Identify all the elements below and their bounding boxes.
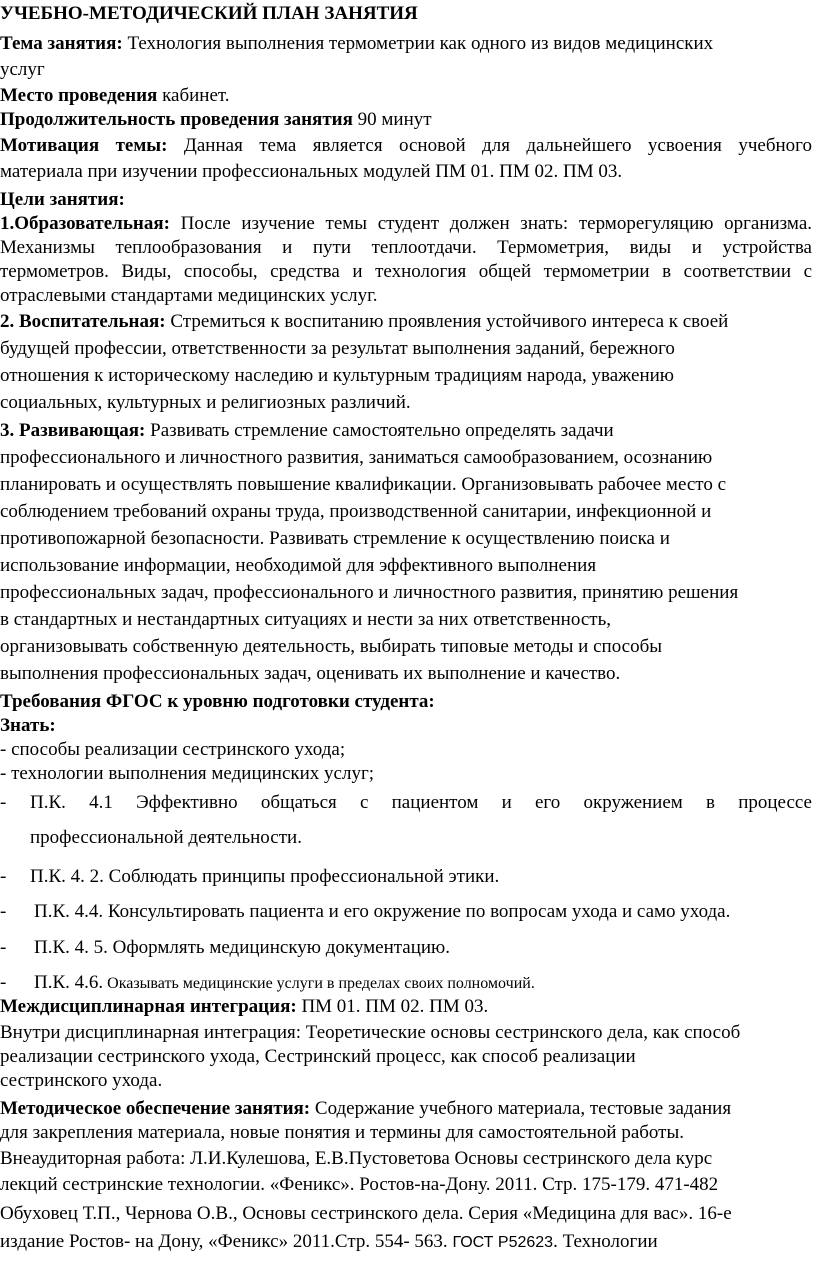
motivation-line-2: материала при изучении профессиональных модулей ПМ 01. ПМ 02. ПМ 03. bbox=[0, 161, 623, 182]
pk4-line: П.К. 4. 5. Оформлять медицинскую документацию. bbox=[34, 937, 450, 958]
place-value: кабинет. bbox=[157, 85, 230, 106]
edu-line-2: Механизмы теплообразования и пути теплоотдачи. Термометрия, виды и устройства bbox=[0, 237, 812, 258]
developing-line-6: использование информации, необходимой для эффективного выполнения bbox=[0, 555, 597, 576]
developing-line-9: организовывать собственную деятельность, выбирать типовые методы и способы bbox=[0, 636, 663, 657]
pk1-line-1: П.К. 4.1 Эффективно общаться с пациентом и его окружением в процессе bbox=[30, 792, 812, 813]
pk1-dash: - bbox=[0, 792, 7, 813]
developing-text: Развивать стремление самостоятельно определять задачи bbox=[145, 420, 614, 441]
extracurricular-line-3: Обуховец Т.П., Чернова О.В., Основы сестринского дела. Серия «Медицина для вас». 16-е bbox=[0, 1203, 732, 1224]
topic-line-2: услуг bbox=[0, 59, 45, 80]
know-item-1: - способы реализации сестринского ухода; bbox=[0, 739, 346, 760]
pk5-text: Оказывать медицинские услуги в пределах своих полномочий. bbox=[103, 975, 535, 992]
pk2-dash: - bbox=[0, 866, 7, 887]
pk5-code: П.К. 4.6. bbox=[34, 972, 104, 993]
interdisc-line bbox=[0, 995, 812, 1019]
developing-line-5: противопожарной безопасности. Развивать стремление к осуществлению поиска и bbox=[0, 528, 670, 549]
extracurricular-line-1: Внеаудиторная работа: Л.И.Кулешова, Е.В.Пустоветова Основы сестринского дела курс bbox=[0, 1148, 713, 1169]
pk5-dash: - bbox=[0, 972, 7, 993]
extracurricular-text-c: . Технологии bbox=[553, 1231, 658, 1252]
methodical-line-1 bbox=[0, 1097, 812, 1121]
developing-line-1 bbox=[0, 419, 812, 443]
methodical-text: Содержание учебного материала, тестовые задания bbox=[310, 1098, 732, 1119]
pk3-line: П.К. 4.4. Консультировать пациента и его окружение по вопросам ухода и само ухода. bbox=[34, 901, 731, 922]
duration-line bbox=[0, 108, 812, 132]
pk2-line: П.К. 4. 2. Соблюдать принципы профессиональной этики. bbox=[30, 866, 500, 887]
developing-label: 3. Развивающая: bbox=[0, 420, 146, 441]
interdisc-value: ПМ 01. ПМ 02. ПМ 03. bbox=[296, 996, 489, 1017]
know-heading: Знать: bbox=[0, 715, 56, 736]
topic-line-1 bbox=[0, 32, 812, 56]
motivation-text: Данная тема является основой для дальнейшего усвоения учебного bbox=[167, 135, 812, 156]
intradisc-line-1: Внутри дисциплинарная интеграция: Теоретические основы сестринского дела, как способ bbox=[0, 1022, 741, 1043]
fgos-heading: Требования ФГОС к уровню подготовки студента: bbox=[0, 691, 435, 712]
edu-line-4: отраслевыми стандартами медицинских услуг. bbox=[0, 285, 378, 306]
edu-text: После изучение темы студент должен знать: терморегуляцию организма. bbox=[169, 213, 812, 234]
topic-label: Тема занятия: bbox=[0, 33, 123, 54]
edu-line-1 bbox=[0, 212, 812, 236]
duration-value: 90 минут bbox=[352, 109, 432, 130]
developing-line-10: выполнения профессиональных задач, оценивать их выполнение и качество. bbox=[0, 663, 621, 684]
pk1-line-2: профессиональной деятельности. bbox=[30, 827, 302, 848]
know-item-2: - технологии выполнения медицинских услуг; bbox=[0, 763, 375, 784]
page-title: УЧЕБНО-МЕТОДИЧЕСКИЙ ПЛАН ЗАНЯТИЯ bbox=[0, 3, 418, 24]
methodical-line-2: для закрепления материала, новые понятия и термины для самостоятельной работы. bbox=[0, 1122, 684, 1143]
pk4-dash: - bbox=[0, 937, 7, 958]
upbringing-label: 2. Воспитательная: bbox=[0, 311, 166, 332]
pk3-dash: - bbox=[0, 901, 7, 922]
extracurricular-text-a: издание Ростов- на Дону, «Феникс» 2011.Стр. 554- 563. bbox=[0, 1231, 453, 1252]
upbringing-line-1 bbox=[0, 310, 812, 334]
developing-line-7: профессиональных задач, профессионального и личностного развития, принятию решения bbox=[0, 582, 739, 603]
upbringing-text: Стремиться к воспитанию проявления устойчивого интереса к своей bbox=[165, 311, 729, 332]
edu-label: 1.Образовательная: bbox=[0, 213, 170, 234]
gost-reference: ГОСТ Р52623 bbox=[452, 1234, 554, 1251]
upbringing-line-2: будущей профессии, ответственности за результат выполнения заданий, бережного bbox=[0, 338, 675, 359]
intradisc-line-2: реализации сестринского ухода, Сестринский процесс, как способ реализации bbox=[0, 1046, 636, 1067]
edu-line-3: термометров. Виды, способы, средства и технология общей термометрии в соответствии с bbox=[0, 261, 812, 282]
interdisc-label: Междисциплинарная интеграция: bbox=[0, 996, 297, 1017]
intradisc-line-3: сестринского ухода. bbox=[0, 1070, 163, 1091]
extracurricular-line-2: лекций сестринские технологии. «Феникс». Ростов-на-Дону. 2011. Стр. 175-179. 471-482 bbox=[0, 1174, 719, 1195]
developing-line-8: в стандартных и нестандартных ситуациях и нести за них ответственность, bbox=[0, 609, 611, 630]
topic-text: Технология выполнения термометрии как одного из видов медицинских bbox=[122, 33, 714, 54]
pk5-line bbox=[34, 971, 812, 996]
motivation-line-1 bbox=[0, 134, 812, 158]
extracurricular-line-4 bbox=[0, 1230, 812, 1255]
methodical-label: Методическое обеспечение занятия: bbox=[0, 1098, 311, 1119]
goals-heading: Цели занятия: bbox=[0, 189, 125, 210]
upbringing-line-4: социальных, культурных и религиозных различий. bbox=[0, 392, 411, 413]
developing-line-2: профессионального и личностного развития, заниматься самообразованием, осознанию bbox=[0, 447, 713, 468]
upbringing-line-3: отношения к историческому наследию и культурным традициям народа, уважению bbox=[0, 365, 674, 386]
place-line bbox=[0, 84, 812, 108]
motivation-label: Мотивация темы: bbox=[0, 135, 168, 156]
developing-line-4: соблюдением требований охраны труда, производственной санитарии, инфекционной и bbox=[0, 501, 712, 522]
place-label: Место проведения bbox=[0, 85, 158, 106]
duration-label: Продолжительность проведения занятия bbox=[0, 109, 353, 130]
developing-line-3: планировать и осуществлять повышение квалификации. Организовывать рабочее место с bbox=[0, 474, 727, 495]
